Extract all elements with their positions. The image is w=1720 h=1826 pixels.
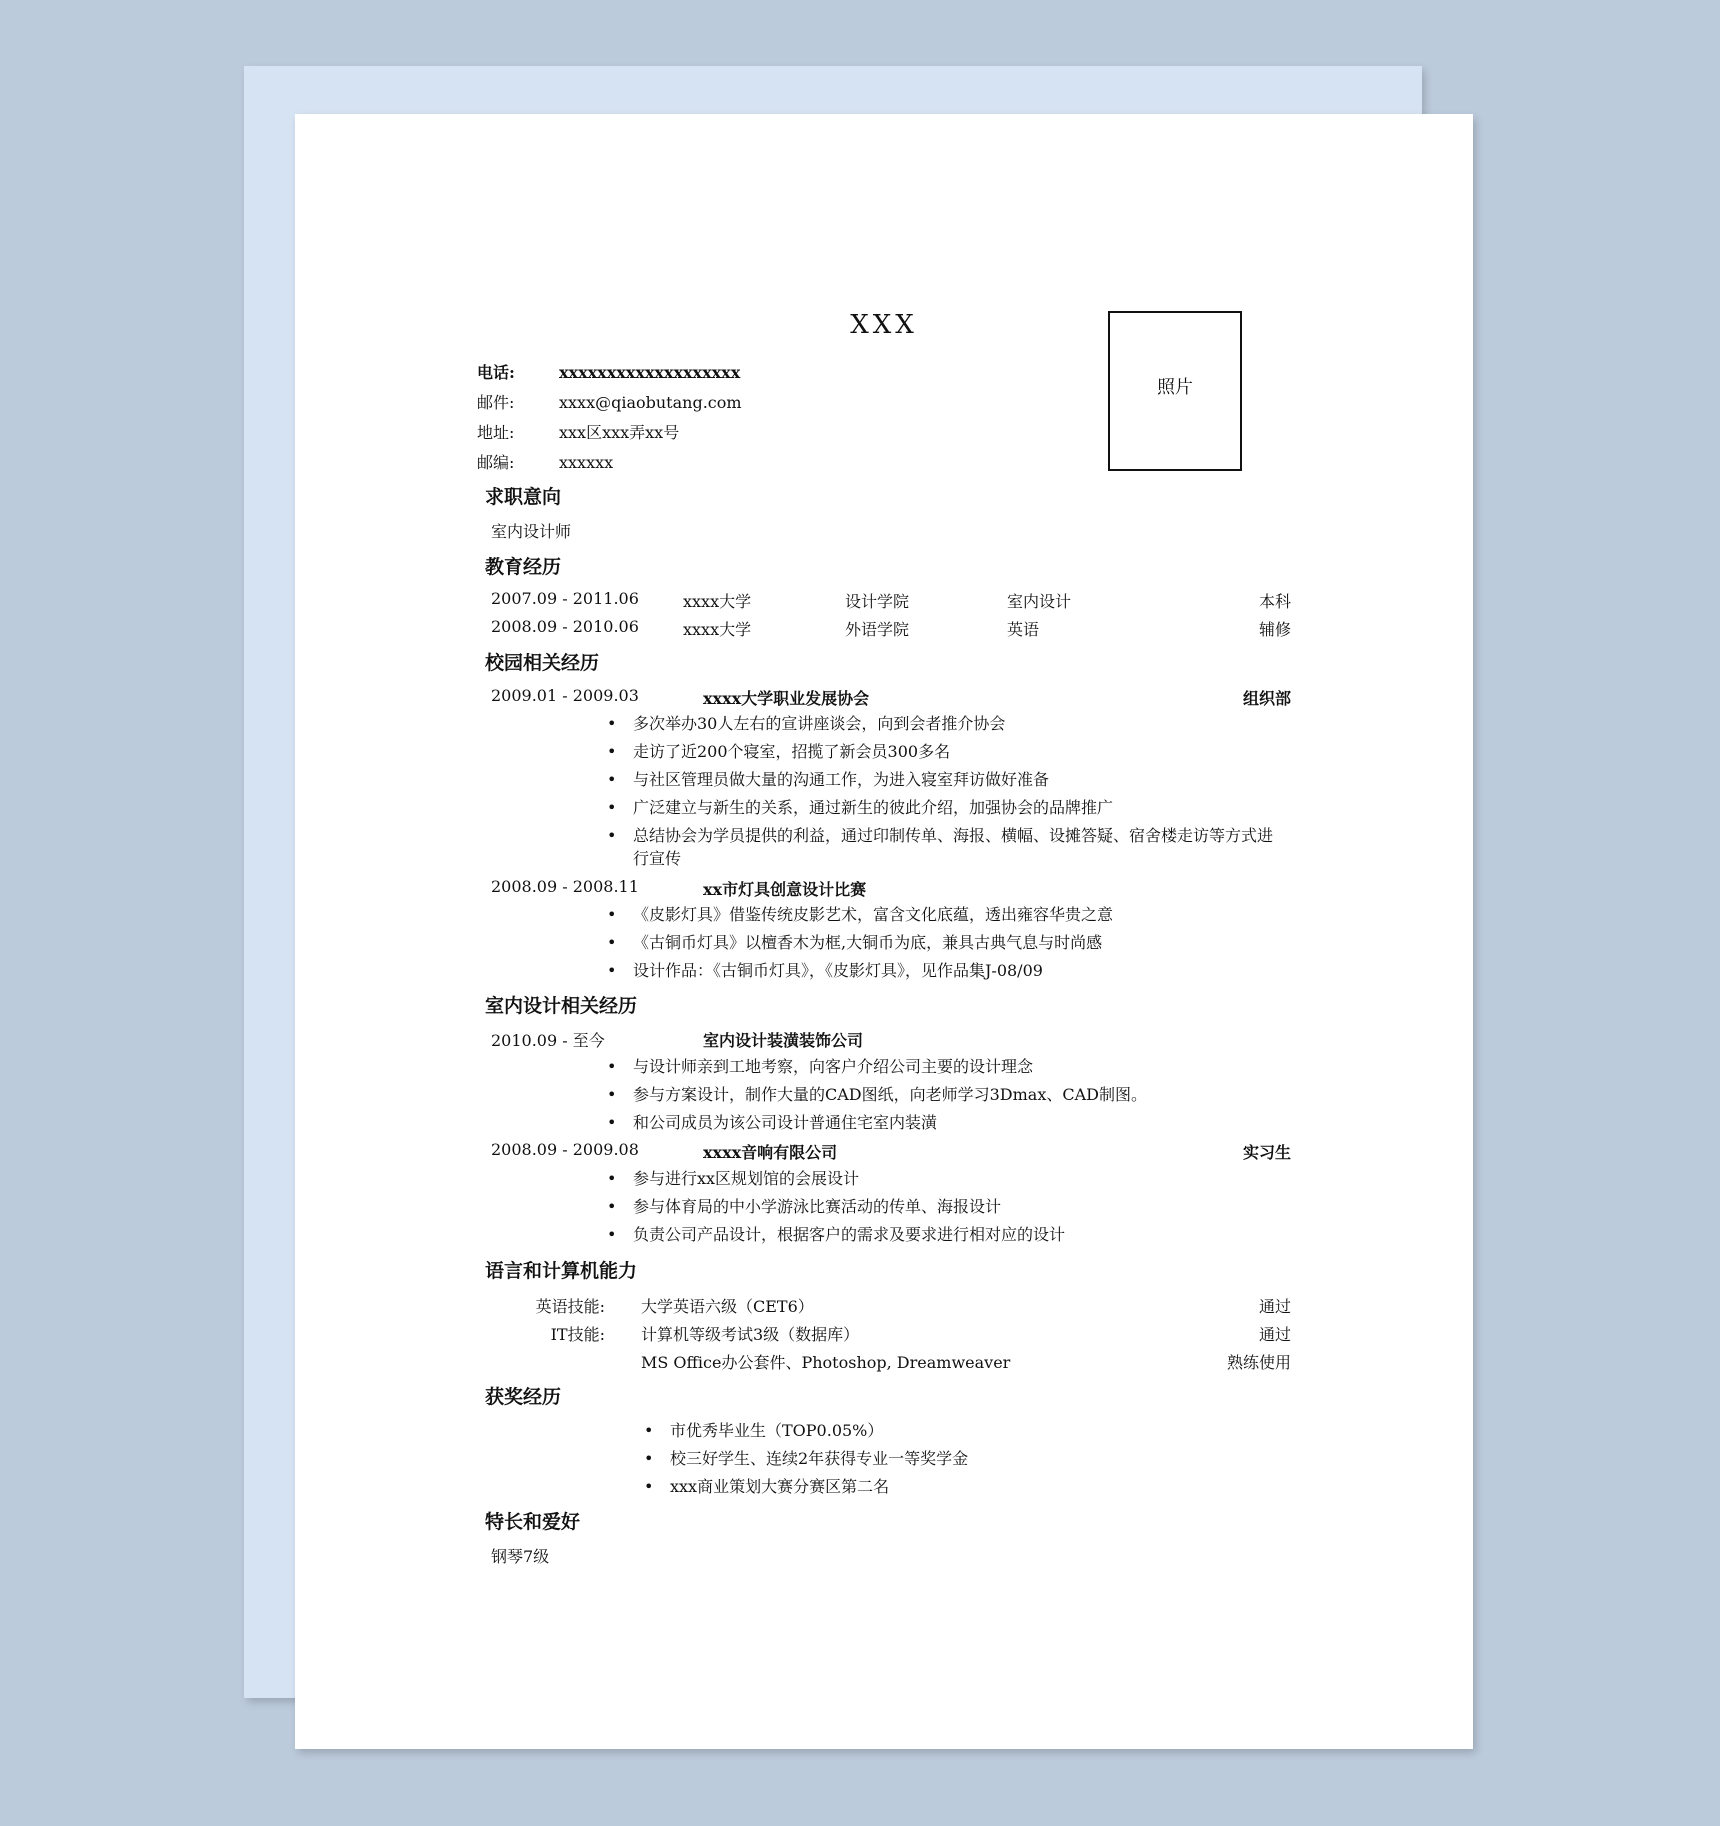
entry-org: xx市灯具创意设计比赛 — [703, 880, 867, 899]
entry-period: 2009.01 - 2009.03 — [491, 686, 639, 705]
education-row — [491, 617, 1291, 643]
interior-entry-header — [491, 1028, 1291, 1054]
skill-level: 通过 — [1258, 1325, 1291, 1344]
entry-role: 组织部 — [1242, 689, 1291, 708]
list-item: • 总结协会为学员提供的利益，通过印制传单、海报、横幅、设摊答疑、宿舍楼走访等方式进行宣传 — [633, 824, 1273, 870]
list-item: • 广泛建立与新生的关系，通过新生的彼此介绍，加强协会的品牌推广 — [633, 796, 1273, 819]
list-item: • 校三好学生、连续2年获得专业一等奖学金 — [670, 1447, 1310, 1470]
photo-placeholder — [1108, 311, 1242, 471]
entry-org: xxxx大学职业发展协会 — [703, 689, 870, 708]
entry-period: 2010.09 - 至今 — [491, 1031, 605, 1050]
list-item: • 和公司成员为该公司设计普通住宅室内装潢 — [633, 1111, 1273, 1134]
skill-item: 大学英语六级（CET6） — [641, 1297, 814, 1316]
edu-degree: 辅修 — [1258, 620, 1291, 639]
skill-level: 熟练使用 — [1226, 1353, 1291, 1372]
list-item: • 负责公司产品设计，根据客户的需求及要求进行相对应的设计 — [633, 1223, 1273, 1246]
edu-major: 室内设计 — [1007, 592, 1072, 611]
list-item: • 参与方案设计，制作大量的CAD图纸，向老师学习3Dmax、CAD制图。 — [633, 1083, 1273, 1106]
skill-label: IT技能: — [550, 1325, 605, 1344]
entry-org: xxxx音响有限公司 — [703, 1143, 838, 1162]
skill-row — [491, 1350, 1291, 1376]
section-title-interior: 室内设计相关经历 — [485, 995, 638, 1017]
section-title-education: 教育经历 — [485, 556, 562, 578]
resume-page — [295, 114, 1473, 1749]
skill-level: 通过 — [1258, 1297, 1291, 1316]
edu-period: 2008.09 - 2010.06 — [491, 617, 639, 636]
list-item: • 与设计师亲到工地考察，向客户介绍公司主要的设计理念 — [633, 1055, 1273, 1078]
list-item: • 与社区管理员做大量的沟通工作，为进入寝室拜访做好准备 — [633, 768, 1273, 791]
hobbies-text: 钢琴7级 — [491, 1547, 550, 1566]
edu-major: 英语 — [1007, 620, 1040, 639]
interior-entry-header — [491, 1140, 1291, 1166]
photo-label: 照片 — [1157, 377, 1193, 398]
edu-school: xxxx大学 — [683, 620, 752, 639]
edu-degree: 本科 — [1258, 592, 1291, 611]
contact-address: 地址: xxx区xxx弄xx号 — [477, 423, 680, 442]
education-row — [491, 589, 1291, 615]
section-title-hobbies: 特长和爱好 — [485, 1511, 581, 1533]
list-item: • 《皮影灯具》借鉴传统皮影艺术，富含文化底蕴，透出雍容华贵之意 — [633, 903, 1273, 926]
list-item: • 设计作品：《古铜币灯具》，《皮影灯具》，见作品集J-08/09 — [633, 959, 1273, 982]
skill-item: 计算机等级考试3级（数据库） — [641, 1325, 860, 1344]
list-item: • 《古铜币灯具》以檀香木为框,大铜币为底，兼具古典气息与时尚感 — [633, 931, 1273, 954]
entry-period: 2008.09 - 2009.08 — [491, 1140, 639, 1159]
list-item: • xxx商业策划大赛分赛区第二名 — [670, 1475, 1310, 1498]
campus-entry-header — [491, 877, 1291, 903]
edu-college: 设计学院 — [845, 592, 910, 611]
section-title-campus: 校园相关经历 — [485, 652, 600, 674]
campus-entry-header — [491, 686, 1291, 712]
list-item: • 市优秀毕业生（TOP0.05%） — [670, 1419, 1310, 1442]
entry-org: 室内设计装潢装饰公司 — [703, 1031, 864, 1050]
list-item: • 参与体育局的中小学游泳比赛活动的传单、海报设计 — [633, 1195, 1273, 1218]
entry-period: 2008.09 - 2008.11 — [491, 877, 639, 896]
skill-item: MS Office办公套件、Photoshop, Dreamweaver — [641, 1353, 1011, 1372]
contact-info — [477, 358, 742, 478]
resume-name: XXX — [850, 310, 918, 340]
skill-row — [491, 1322, 1291, 1348]
skill-row — [491, 1294, 1291, 1320]
list-item: • 走访了近200个寝室，招揽了新会员300多名 — [633, 740, 1273, 763]
list-item: • 多次举办30人左右的宣讲座谈会，向到会者推介协会 — [633, 712, 1273, 735]
section-title-awards: 获奖经历 — [485, 1386, 562, 1408]
contact-zip: 邮编: xxxxxx — [477, 453, 614, 472]
skill-label: 英语技能: — [535, 1297, 605, 1316]
section-title-skills: 语言和计算机能力 — [485, 1260, 638, 1282]
section-title-intent: 求职意向 — [485, 486, 562, 508]
intent-text: 室内设计师 — [491, 522, 572, 541]
entry-role: 实习生 — [1242, 1143, 1291, 1162]
edu-college: 外语学院 — [845, 620, 910, 639]
list-item: • 参与进行xx区规划馆的会展设计 — [633, 1167, 1273, 1190]
contact-phone: 电话: xxxxxxxxxxxxxxxxxxx — [477, 363, 741, 382]
contact-email: 邮件: xxxx@qiaobutang.com — [477, 393, 742, 412]
edu-school: xxxx大学 — [683, 592, 752, 611]
edu-period: 2007.09 - 2011.06 — [491, 589, 639, 608]
